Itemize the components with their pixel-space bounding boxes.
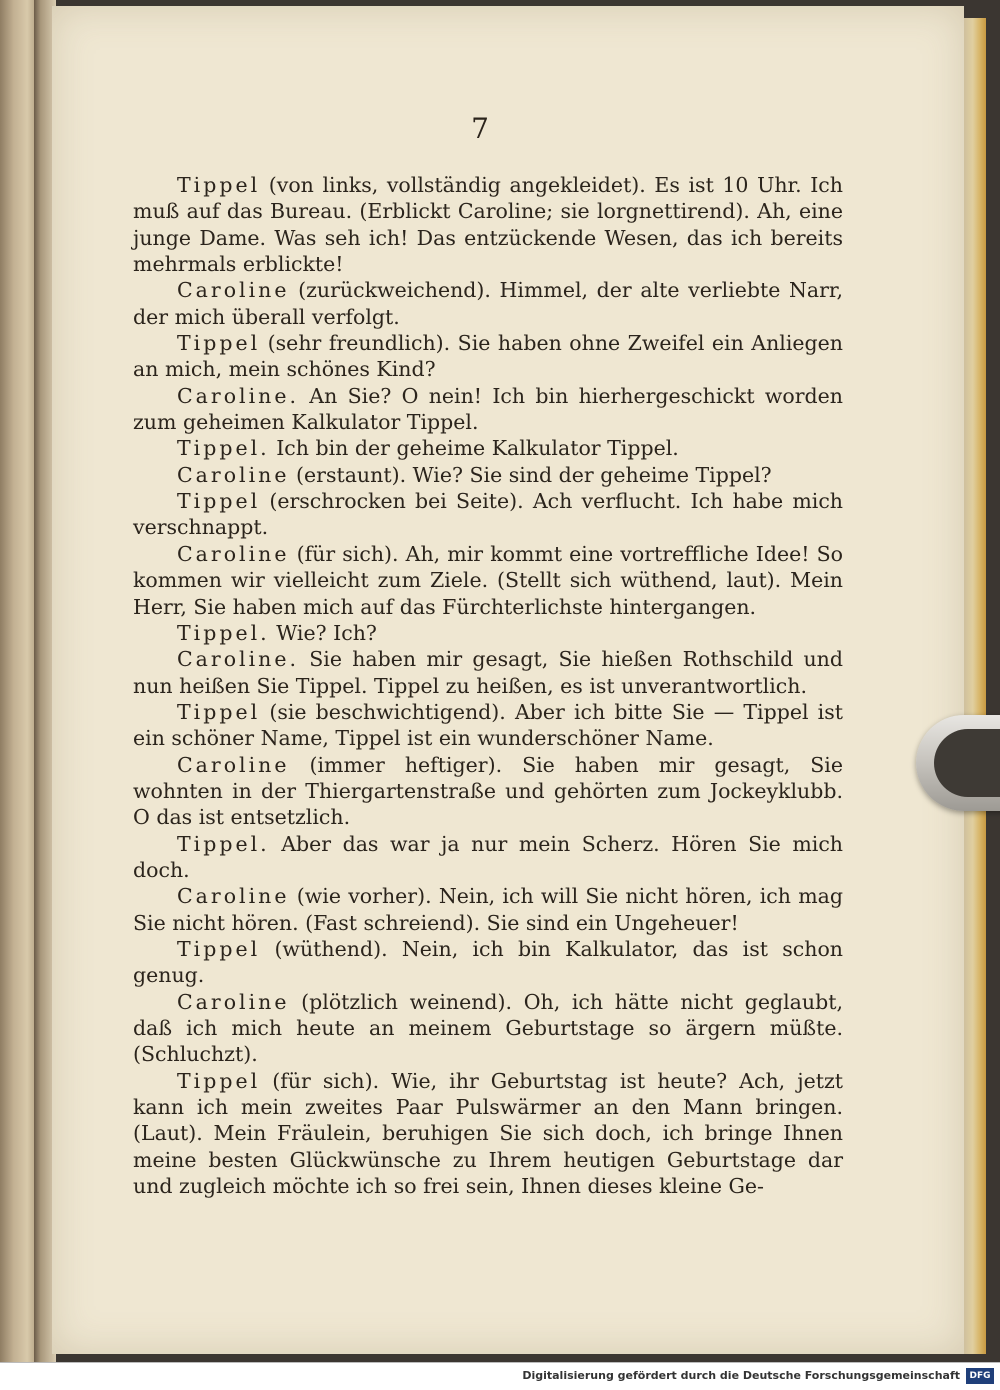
dialogue-paragraph (133, 488, 843, 541)
dialogue-paragraph (133, 646, 843, 699)
dialogue-paragraph (133, 936, 843, 989)
dialogue-paragraph (133, 620, 843, 646)
dialogue-paragraph (133, 699, 843, 752)
footer-bar (0, 1362, 1000, 1390)
dialogue-text: (sehr freundlich). Sie haben ohne Zweifel ein Anliegen an mich, mein schönes Kind? (133, 331, 843, 382)
dialogue-text: Sie haben mir gesagt, Sie hießen Rothschild und nun heißen Sie Tippel. Tippel zu heißen, es ist unverantwortlich. (133, 647, 843, 698)
dialogue-text: (zurückweichend). Himmel, der alte verliebte Narr, der mich überall verfolgt. (133, 278, 843, 329)
speaker-name: Tippel (177, 173, 261, 197)
speaker-name: Caroline (177, 884, 290, 909)
dialogue-text: (von links, vollständig angekleidet). Es ist 10 Uhr. Ich muß auf das Bureau. (Erblickt Caroline; sie lorgnettirend). Ah, eine junge Dame. Was seh ich! Das entzückende Wesen, das ich bereits mehrmals erblickte! (133, 173, 843, 277)
dialogue-paragraph (133, 831, 843, 884)
speaker-name: Tippel (177, 331, 261, 356)
dialogue-paragraph (133, 883, 843, 936)
dialogue-text: (erschrocken bei Seite). Ach verflucht. Ich habe mich verschnappt. (133, 489, 843, 540)
speaker-name: Tippel. (177, 620, 270, 645)
dialogue-text: Aber das war ja nur mein Scherz. Hören Sie mich doch. (133, 831, 843, 882)
right-page-edge (964, 18, 986, 1354)
dialogue-paragraph (133, 752, 843, 831)
left-page-edge (0, 0, 34, 1362)
speaker-name: Caroline (177, 752, 290, 777)
dialogue-paragraph (133, 172, 843, 277)
speaker-name: Caroline. (177, 647, 300, 672)
dfg-logo: DFG (966, 1368, 994, 1384)
dialogue-paragraph (133, 541, 843, 620)
dialogue-text: (wie vorher). Nein, ich will Sie nicht hören, ich mag Sie nicht hören. (Fast schreiend). Sie sind ein Ungeheuer! (133, 884, 843, 935)
dialogue-text: (wüthend). Nein, ich bin Kalkulator, das ist schon genug. (133, 936, 843, 988)
dialogue-text: Ich bin der geheime Kalkulator Tippel. (269, 436, 679, 461)
dialogue-paragraph (133, 330, 843, 383)
dialogue-text: (immer heftiger). Sie haben mir gesagt, Sie wohnten in der Thiergartenstraße und gehörten zum Jockeyklubb. O das ist entsetzlich. (133, 752, 843, 830)
speaker-name: Caroline (177, 278, 290, 303)
speaker-name: Tippel (177, 936, 261, 961)
dialogue-paragraph (133, 462, 843, 488)
dialogue-paragraph (133, 277, 843, 330)
dialogue-text: (für sich). Ah, mir kommt eine vortreffliche Idee! So kommen wir vielleicht zum Ziele. (Stellt sich wüthend, laut). Mein Herr, Sie haben mich auf das Fürchterlichste hintergangen. (133, 541, 843, 619)
speaker-name: Tippel. (177, 436, 270, 461)
speaker-name: Tippel (177, 489, 261, 514)
dialogue-paragraph (133, 435, 843, 461)
speaker-name: Caroline (177, 462, 290, 487)
page-number: 7 (471, 112, 489, 145)
dialogue-text: Wie? Ich? (269, 620, 377, 645)
dialogue-text: (für sich). Wie, ihr Geburtstag ist heute? Ach, jetzt kann ich mein zweites Paar Pulswärmer an den Mann bringen. (Laut). Mein Fräulein, beruhigen Sie sich doch, ich bringe Ihnen meine besten Glückwünsche zu Ihrem heutigen Geburtstage dar und zugleich möchte ich so frei sein, Ihnen dieses kleine Ge- (133, 1068, 843, 1199)
speaker-name: Tippel (177, 1068, 261, 1093)
speaker-name: Tippel. (177, 831, 270, 856)
dialogue-text: An Sie? O nein! Ich bin hierhergeschickt worden zum geheimen Kalkulator Tippel. (133, 383, 843, 435)
dialogue-text: (erstaunt). Wie? Sie sind der geheime Tippel? (289, 462, 772, 487)
dialogue-paragraph (133, 383, 843, 436)
dialogue-text: (plötzlich weinend). Oh, ich hätte nicht geglaubt, daß ich mich heute an meinem Geburtstage so ärgern müßte. (Schluchzt). (133, 989, 843, 1067)
speaker-name: Caroline (177, 541, 290, 566)
speaker-name: Tippel (177, 699, 261, 724)
page-text (133, 172, 843, 1199)
dialogue-paragraph (133, 1068, 843, 1200)
footer-credit: Digitalisierung gefördert durch die Deutsche Forschungsgemeinschaft (522, 1369, 960, 1382)
speaker-name: Caroline. (177, 383, 300, 408)
speaker-name: Caroline (177, 989, 290, 1014)
dialogue-text: (sie beschwichtigend). Aber ich bitte Sie — Tippel ist ein schöner Name, Tippel ist ein wunderschöner Name. (133, 699, 843, 751)
dialogue-paragraph (133, 989, 843, 1068)
